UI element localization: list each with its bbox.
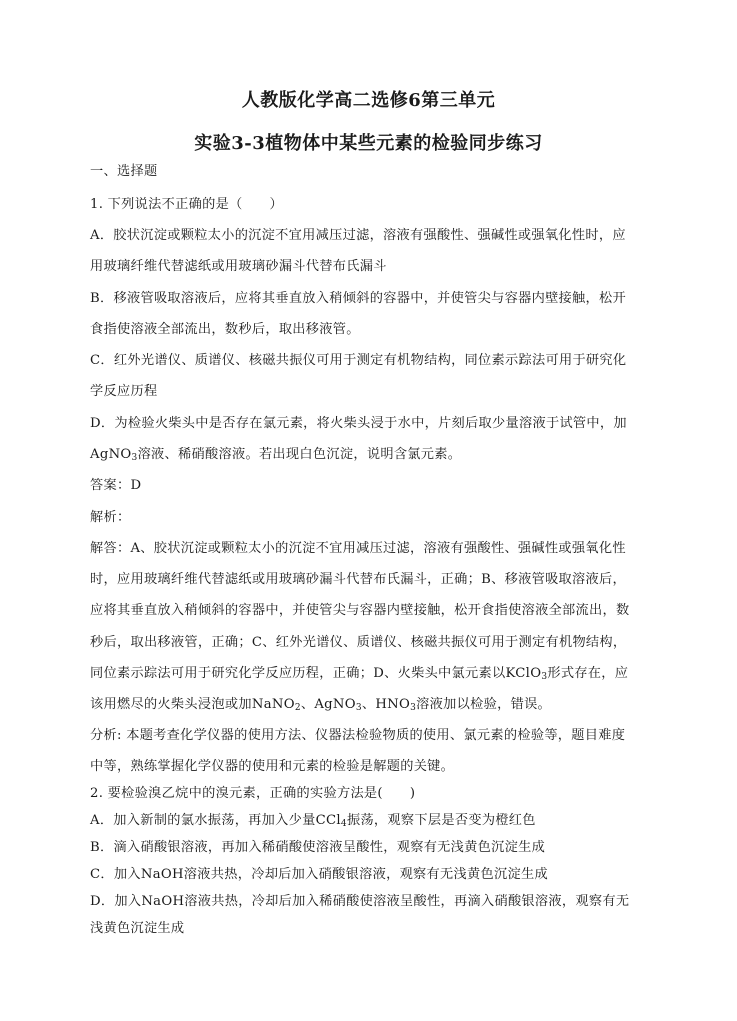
q1-analysis-line2: 中等，熟练掌握化学仪器的使用和元素的检验是解题的关键。: [90, 759, 455, 774]
document-title: 人教版化学高二选修6第三单元: [241, 90, 496, 111]
question-1-stem: 1. 下列说法不正确的是（ ）: [90, 197, 284, 212]
q1-option-d-line1: D．为检验火柴头中是否存在氯元素，将火柴头浸于水中，片刻后取少量溶液于试管中，加: [90, 416, 627, 431]
section-heading: 一、选择题: [90, 164, 158, 179]
question-2-stem: 2. 要检验溴乙烷中的溴元素，正确的实验方法是( ): [90, 786, 416, 801]
q1-option-c-line1: C．红外光谱仪、质谱仪、核磁共振仪可用于测定有机物结构，同位素示踪法可用于研究化: [90, 353, 627, 368]
q1-solution-line3: 应将其垂直放入稍倾斜的容器中，并使管尖与容器内壁接触，松开食指使溶液全部流出，数: [90, 603, 630, 618]
q1-solution-line4: 秒后，取出移液管，正确；C、红外光谱仪、质谱仪、核磁共振仪可用于测定有机物结构，: [90, 635, 627, 650]
q1-option-b-line1: B．移液管吸取溶液后，应将其垂直放入稍倾斜的容器中，并使管尖与容器内壁接触，松开: [90, 291, 626, 306]
q1-option-d-line2: AgNO$_3$溶液、稀硝酸溶液。若出现白色沉淀，说明含氯元素。: [90, 447, 462, 463]
q1-solution-line5: 同位素示踪法可用于研究化学反应历程，正确；D、火柴头中氯元素以KClO$_3$形式存在，应: [90, 666, 629, 682]
q2-option-d-line1: D．加入NaOH溶液共热，冷却后加入稀硝酸使溶液呈酸性，再滴入硝酸银溶液，观察有无: [90, 894, 630, 909]
q1-analysis-line1: 分析: 本题考查化学仪器的使用方法、仪器法检验物质的使用、氯元素的检验等，题目难度: [90, 728, 626, 743]
q1-option-a-line1: A．胶状沉淀或颗粒太小的沉淀不宜用减压过滤，溶液有强酸性、强碱性或强氧化性时，应: [90, 228, 626, 243]
q1-option-c-line2: 学反应历程: [90, 384, 158, 399]
q2-option-c: C．加入NaOH溶液共热，冷却后加入硝酸银溶液，观察有无浅黄色沉淀生成: [90, 867, 548, 882]
q1-solution-line1: 解答：A、胶状沉淀或颗粒太小的沉淀不宜用减压过滤，溶液有强酸性、强碱性或强氧化性: [90, 541, 626, 556]
q2-option-b: B．滴入硝酸银溶液，再加入稀硝酸使溶液呈酸性，观察有无浅黄色沉淀生成: [90, 840, 546, 855]
q2-option-d-line2: 浅黄色沉淀生成: [90, 921, 185, 936]
q1-solution-line2: 时，应用玻璃纤维代替滤纸或用玻璃砂漏斗代替布氏漏斗，正确；B、移液管吸取溶液后，: [90, 572, 626, 587]
document-subtitle: 实验3-3植物体中某些元素的检验同步练习: [194, 133, 543, 154]
q2-option-a: A．加入新制的氯水振荡，再加入少量CCl$_4$振荡，观察下层是否变为橙红色: [90, 813, 536, 829]
q1-answer: 答案：D: [90, 478, 142, 493]
q1-solution-line6: 该用燃尽的火柴头浸泡或加NaNO$_2$、AgNO$_3$、$HNO_3$溶液加以检验，错误。: [90, 697, 552, 713]
q1-option-a-line2: 用玻璃纤维代替滤纸或用玻璃砂漏斗代替布氏漏斗: [90, 259, 387, 274]
q1-option-b-line2: 食指使溶液全部流出，数秒后，取出移液管。: [90, 322, 360, 337]
q1-analysis-label: 解析：: [90, 510, 131, 525]
